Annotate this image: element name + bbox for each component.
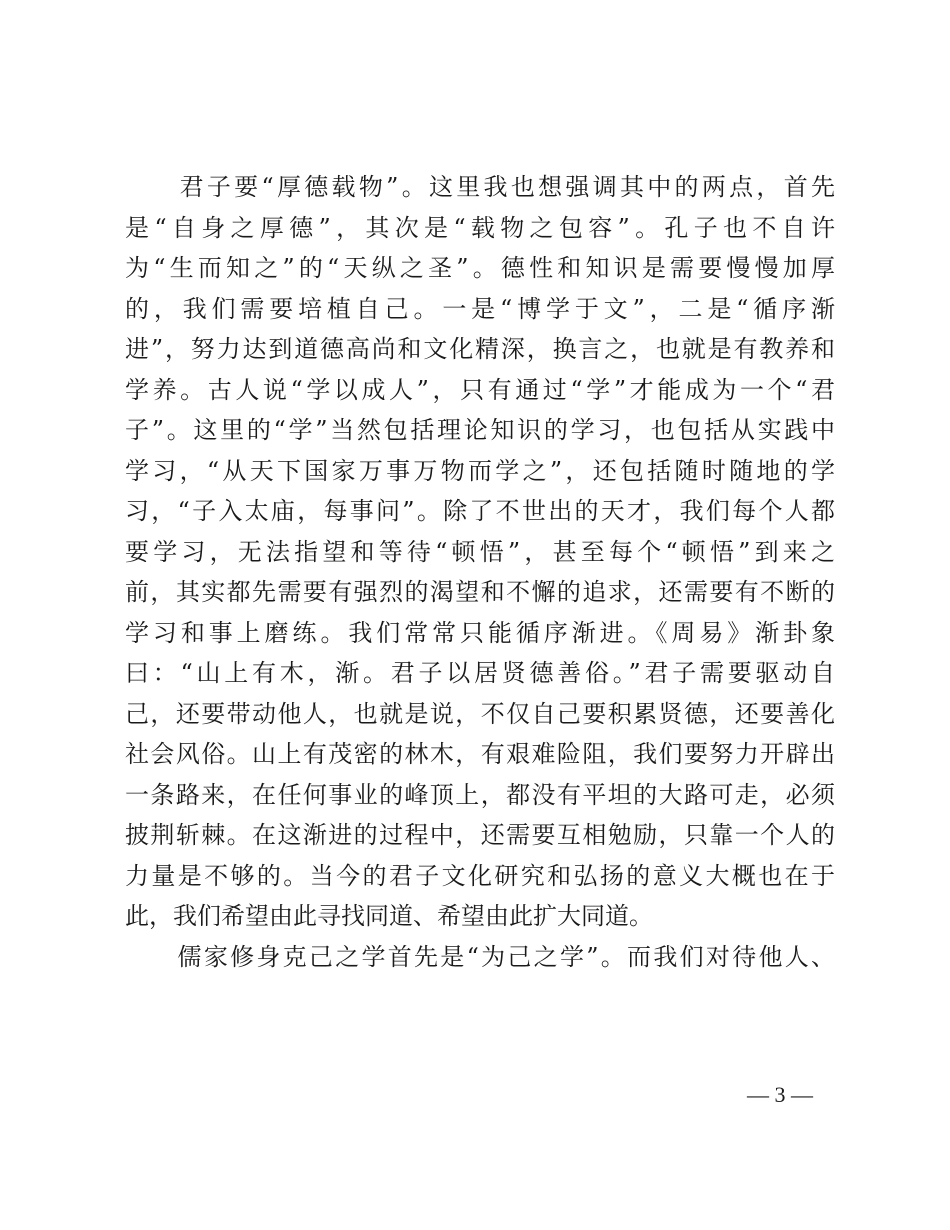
page-number: — 3 — (747, 1082, 813, 1107)
text-line: 为“生而知之”的“天纵之圣”。德性和知识是需要慢慢加厚 (125, 254, 835, 282)
text-line: 是“自身之厚德”，其次是“载物之包容”。孔子也不自许 (125, 213, 835, 242)
text-line: 子”。这里的“学”当然包括理论知识的学习，也包括从实践中 (125, 416, 835, 444)
text-line: 进”，努力达到道德高尚和文化精深，换言之，也就是有教养和 (125, 335, 835, 363)
text-line: 一条路来，在任何事业的峰顶上，都没有平坦的大路可走，必须 (125, 780, 835, 809)
text-line: 学习和事上磨练。我们常常只能循序渐进。《周易》渐卦象 (125, 618, 835, 647)
text-line: 习，“子入太庙，每事问”。除了不世出的天才，我们每个人都 (125, 497, 835, 525)
text-line: 己，还要带动他人，也就是说，不仅自己要积累贤德，还要善化 (125, 699, 835, 728)
body-text (125, 167, 835, 977)
text-line: 前，其实都先需要有强烈的渴望和不懈的追求，还需要有不断的 (125, 578, 835, 606)
text-line: 学习，“从天下国家万事万物而学之”，还包括随时随地的学 (125, 456, 835, 485)
paragraph (125, 937, 835, 978)
paragraph (125, 167, 835, 937)
text-line: 的，我们需要培植自己。一是“博学于文”，二是“循序渐 (125, 294, 835, 323)
text-line: 社会风俗。山上有茂密的林木，有艰难险阻，我们要努力开辟出 (125, 740, 835, 768)
text-line: 此，我们希望由此寻找同道、希望由此扩大同道。 (125, 902, 653, 930)
text-line: 君子要“厚德载物”。这里我也想强调其中的两点，首先 (125, 173, 835, 201)
text-line: 学养。古人说“学以成人”，只有通过“学”才能成为一个“君 (125, 375, 835, 404)
text-line: 要学习，无法指望和等待“顿悟”，甚至每个“顿悟”到来之 (125, 537, 835, 566)
text-line: 儒家修身克己之学首先是“为己之学”。而我们对待他人、 (125, 942, 835, 971)
text-line: 披荆斩棘。在这渐进的过程中，还需要互相勉励，只靠一个人的 (125, 821, 835, 849)
text-line: 力量是不够的。当今的君子文化研究和弘扬的意义大概也在于 (125, 861, 835, 890)
text-line: 曰：“山上有木，渐。君子以居贤德善俗。”君子需要驱动自 (125, 659, 835, 687)
